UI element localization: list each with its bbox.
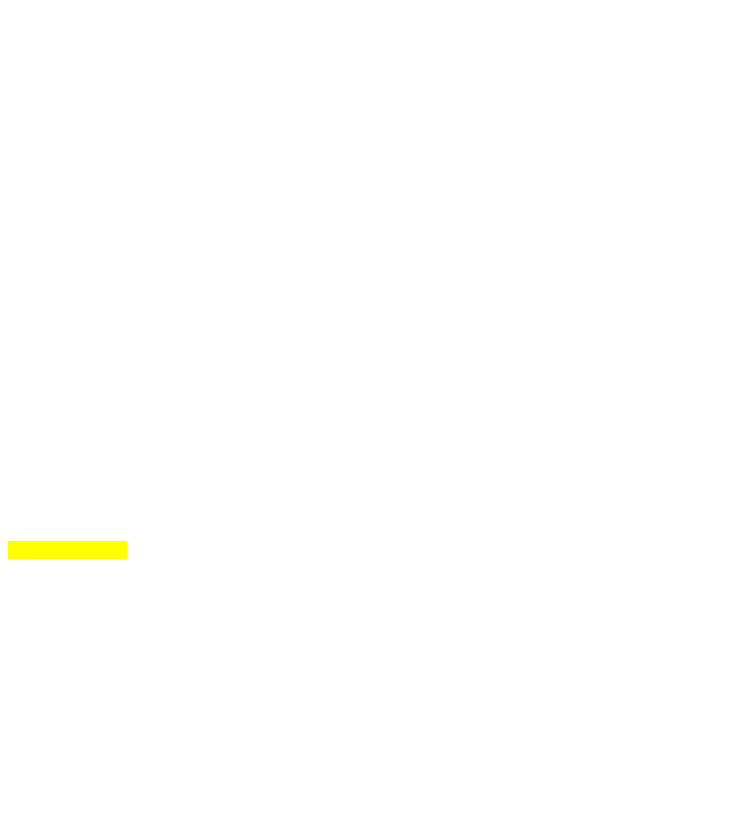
highlighted-link-service-militaire[interactable]: service militaire — [9, 541, 126, 558]
